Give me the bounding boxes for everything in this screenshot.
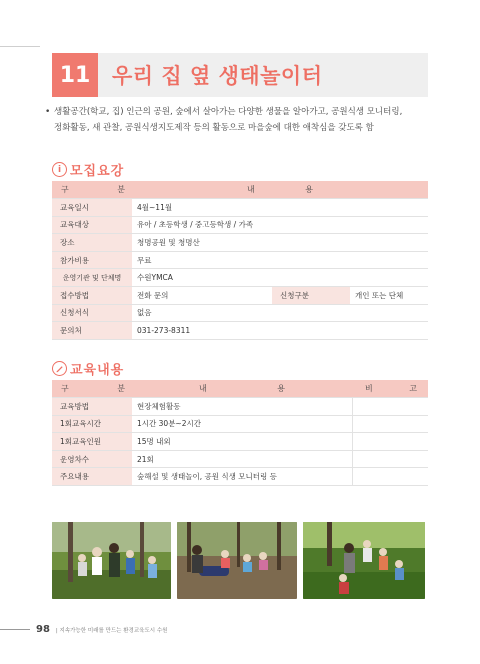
row-value: 없음	[132, 304, 428, 322]
row-value: 숲해설 및 생태놀이, 공원 식생 모니터링 등	[132, 468, 352, 486]
row-value: 현장체험활동	[132, 398, 352, 416]
row-note	[352, 398, 428, 416]
program-title: 우리 집 옆 생태놀이터	[112, 64, 323, 88]
row-sublabel: 신청구분	[272, 287, 350, 305]
table-row	[52, 304, 428, 322]
program-intro	[45, 104, 434, 136]
row-value: 15명 내외	[132, 433, 352, 451]
recruit-section-heading	[52, 160, 124, 179]
row-note	[352, 433, 428, 451]
table-row	[52, 433, 428, 451]
row-label: 교육방법	[52, 398, 132, 416]
recruit-table	[52, 181, 428, 340]
recruit-header-category: 구 분	[52, 181, 132, 199]
education-section-heading	[52, 359, 124, 378]
row-label: 주요내용	[52, 468, 132, 486]
row-label: 장소	[52, 234, 132, 252]
info-icon: i	[52, 162, 67, 177]
row-label: 접수방법	[52, 287, 132, 305]
row-label: 1회교육시간	[52, 415, 132, 433]
table-row	[52, 415, 428, 433]
program-number: 11	[52, 53, 98, 97]
intro-line-1: 생활공간(학교, 집) 인근의 공원, 숲에서 살아가는 다양한 생물을 알아가고, 공원식생 모니터링,	[54, 107, 403, 117]
table-row	[52, 468, 428, 486]
page-footer	[0, 624, 480, 635]
activity-photos	[52, 522, 425, 599]
intro-line-2: 정화활동, 새 관찰, 공원식생지도제작 등의 활동으로 마을숲에 대한 애착심을 갖도록 함	[54, 123, 374, 133]
education-header-note: 비 고	[352, 380, 428, 398]
forest-activity-photo-1	[52, 522, 171, 599]
row-label: 참가비용	[52, 251, 132, 269]
row-value: 수원YMCA	[132, 269, 428, 287]
table-row	[52, 450, 428, 468]
row-label: 1회교육인원	[52, 433, 132, 451]
table-row	[52, 216, 428, 234]
page-number: 98	[36, 624, 50, 635]
row-label: 신청서식	[52, 304, 132, 322]
top-rule	[0, 46, 40, 47]
row-label: 교육대상	[52, 216, 132, 234]
row-value: 4월~11월	[132, 199, 428, 217]
program-title-bar	[52, 53, 428, 97]
row-note	[352, 450, 428, 468]
pencil-icon	[52, 361, 67, 376]
row-note	[352, 415, 428, 433]
row-subvalue: 개인 또는 단체	[350, 287, 428, 305]
intro-bullet: •	[45, 107, 51, 117]
row-value: 유아 / 초등학생 / 중고등학생 / 가족	[132, 216, 428, 234]
row-value: 031-273-8311	[132, 322, 428, 340]
row-label: 운영차수	[52, 450, 132, 468]
education-heading-text: 교육내용	[70, 363, 125, 378]
row-note	[352, 468, 428, 486]
forest-activity-photo-2	[177, 522, 297, 599]
footer-rule	[0, 629, 30, 630]
education-table	[52, 380, 428, 486]
row-label: 교육일시	[52, 199, 132, 217]
table-row	[52, 322, 428, 340]
table-row	[52, 398, 428, 416]
education-header-content: 내 용	[132, 380, 352, 398]
row-label: 운영기관 및 단체명	[52, 269, 132, 287]
education-table-header	[52, 380, 428, 398]
table-row	[52, 199, 428, 217]
table-row	[52, 234, 428, 252]
row-value: 21회	[132, 450, 352, 468]
table-row	[52, 251, 428, 269]
recruit-table-header	[52, 181, 428, 199]
row-value: 전화 문의	[132, 287, 272, 305]
table-row	[52, 287, 428, 305]
row-value: 무료	[132, 251, 428, 269]
recruit-header-content: 내 용	[132, 181, 428, 199]
education-header-category: 구 분	[52, 380, 132, 398]
recruit-heading-text: 모집요강	[70, 164, 125, 179]
footer-caption: | 지속가능한 미래를 만드는 환경교육도시 수원	[55, 627, 168, 634]
row-value: 1시간 30분~2시간	[132, 415, 352, 433]
forest-activity-photo-3	[303, 522, 425, 599]
table-row	[52, 269, 428, 287]
row-label: 문의처	[52, 322, 132, 340]
row-value: 청명공원 및 청명산	[132, 234, 428, 252]
